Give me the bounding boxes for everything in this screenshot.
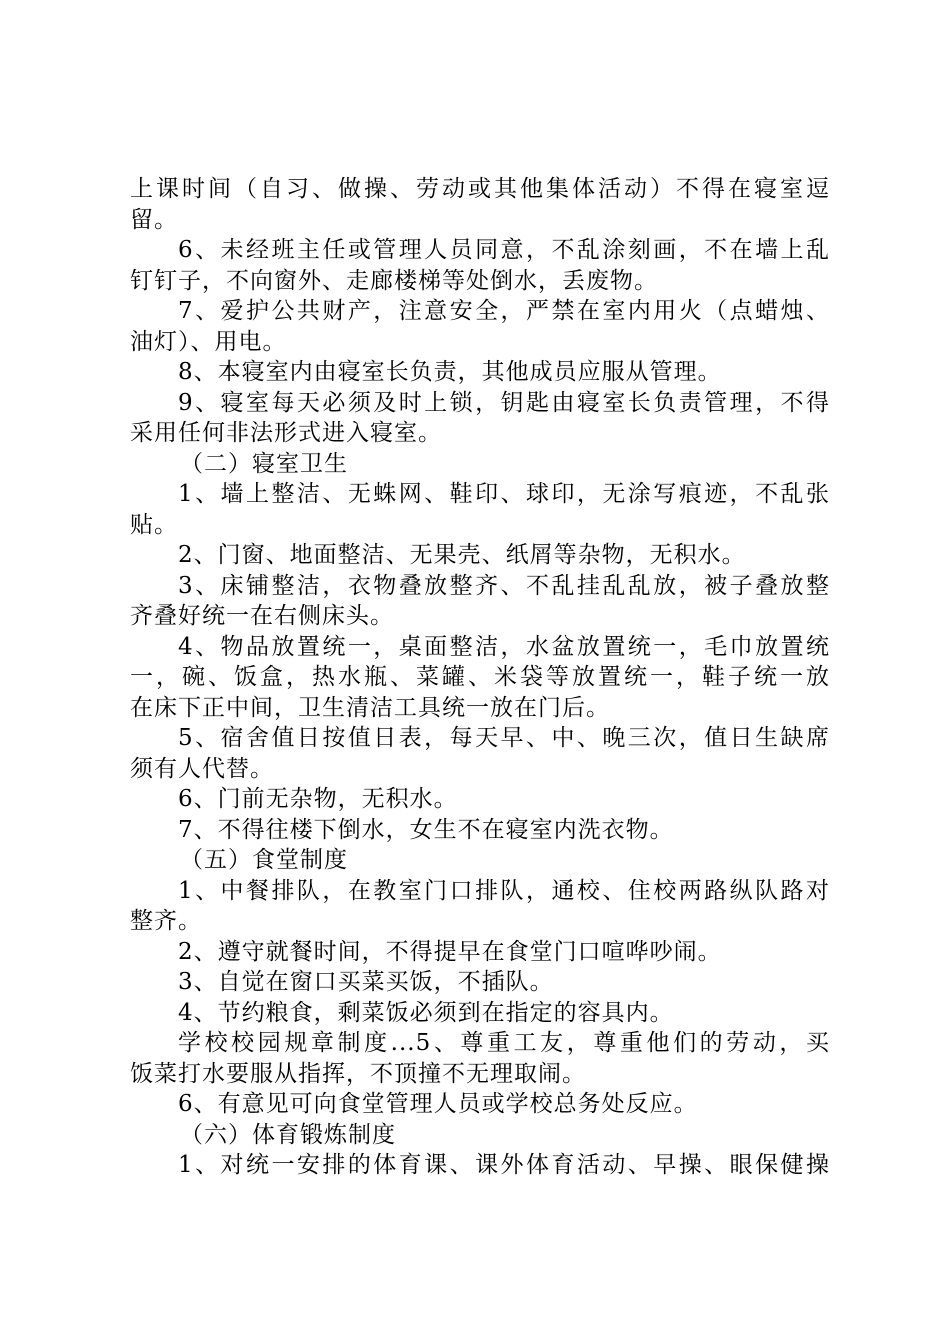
text-line: 7、爱护公共财产，注意安全，严禁在室内用火（点蜡烛、 [178,298,830,324]
section-heading: （五）食堂制度 [180,847,348,873]
text-line: 1、墙上整洁、无蛛网、鞋印、球印，无涂写痕迹，不乱张 [178,481,830,507]
text-line: 8、本寝室内由寝室长负责，其他成员应服从管理。 [178,359,722,385]
text-line: 6、未经班主任或管理人员同意，不乱涂刻画，不在墙上乱 [178,237,830,263]
text-line: 2、遵守就餐时间，不得提早在食堂门口喧哗吵闹。 [178,938,722,965]
text-line: 采用任何非法形式进入寝室。 [130,420,442,446]
text-line: 油灯）、用电。 [130,328,287,355]
text-line: 5、宿舍值日按值日表，每天早、中、晚三次，值日生缺席 [178,725,830,751]
text-line: 上课时间（自习、做操、劳动或其他集体活动）不得在寝室逗 [130,176,830,202]
document-body [130,174,830,1181]
text-line: 3、自觉在窗口买菜买饭，不插队。 [178,969,554,995]
text-line: 在床下正中间，卫生清洁工具统一放在门后。 [130,694,610,721]
text-line: 贴。 [130,511,178,538]
text-line: 4、物品放置统一，桌面整洁，水盆放置统一，毛巾放置统 [178,633,830,660]
text-line: 7、不得往楼下倒水，女生不在寝室内洗衣物。 [178,816,674,843]
text-line: 1、对统一安排的体育课、课外体育活动、早操、眼保健操 [178,1152,830,1178]
text-line: 一，碗、饭盒，热水瓶、菜罐、米袋等放置统一，鞋子统一放 [130,664,830,690]
text-line: 留。 [130,206,178,233]
text-line: 饭菜打水要服从指挥，不顶撞不无理取闹。 [130,1060,586,1087]
text-line: 6、门前无杂物，无积水。 [178,786,458,812]
text-line: 齐叠好统一在右侧床头。 [130,603,394,629]
text-line: 2、门窗、地面整洁、无果壳、纸屑等杂物，无积水。 [178,542,746,568]
text-line: 1、中餐排队，在教室门口排队，通校、住校两路纵队路对 [178,877,830,904]
text-line: 整齐。 [130,908,202,934]
text-line: 须有人代替。 [130,755,274,782]
text-line: 学校校园规章制度...5、尊重工友，尊重他们的劳动，买 [178,1030,830,1056]
text-line: 3、床铺整洁，衣物叠放整齐、不乱挂乱乱放，被子叠放整 [178,572,830,599]
text-line: 钉钉子，不向窗外、走廊楼梯等处倒水，丢废物。 [130,267,658,294]
text-line: 4、节约粮食，剩菜饭必须到在指定的容具内。 [178,999,674,1026]
text-line: 9、寝室每天必须及时上锁，钥匙由寝室长负责管理，不得 [178,389,830,416]
section-heading: （二）寝室卫生 [180,450,348,477]
text-line: 6、有意见可向食堂管理人员或学校总务处反应。 [178,1091,698,1117]
section-heading: （六）体育锻炼制度 [180,1121,396,1148]
